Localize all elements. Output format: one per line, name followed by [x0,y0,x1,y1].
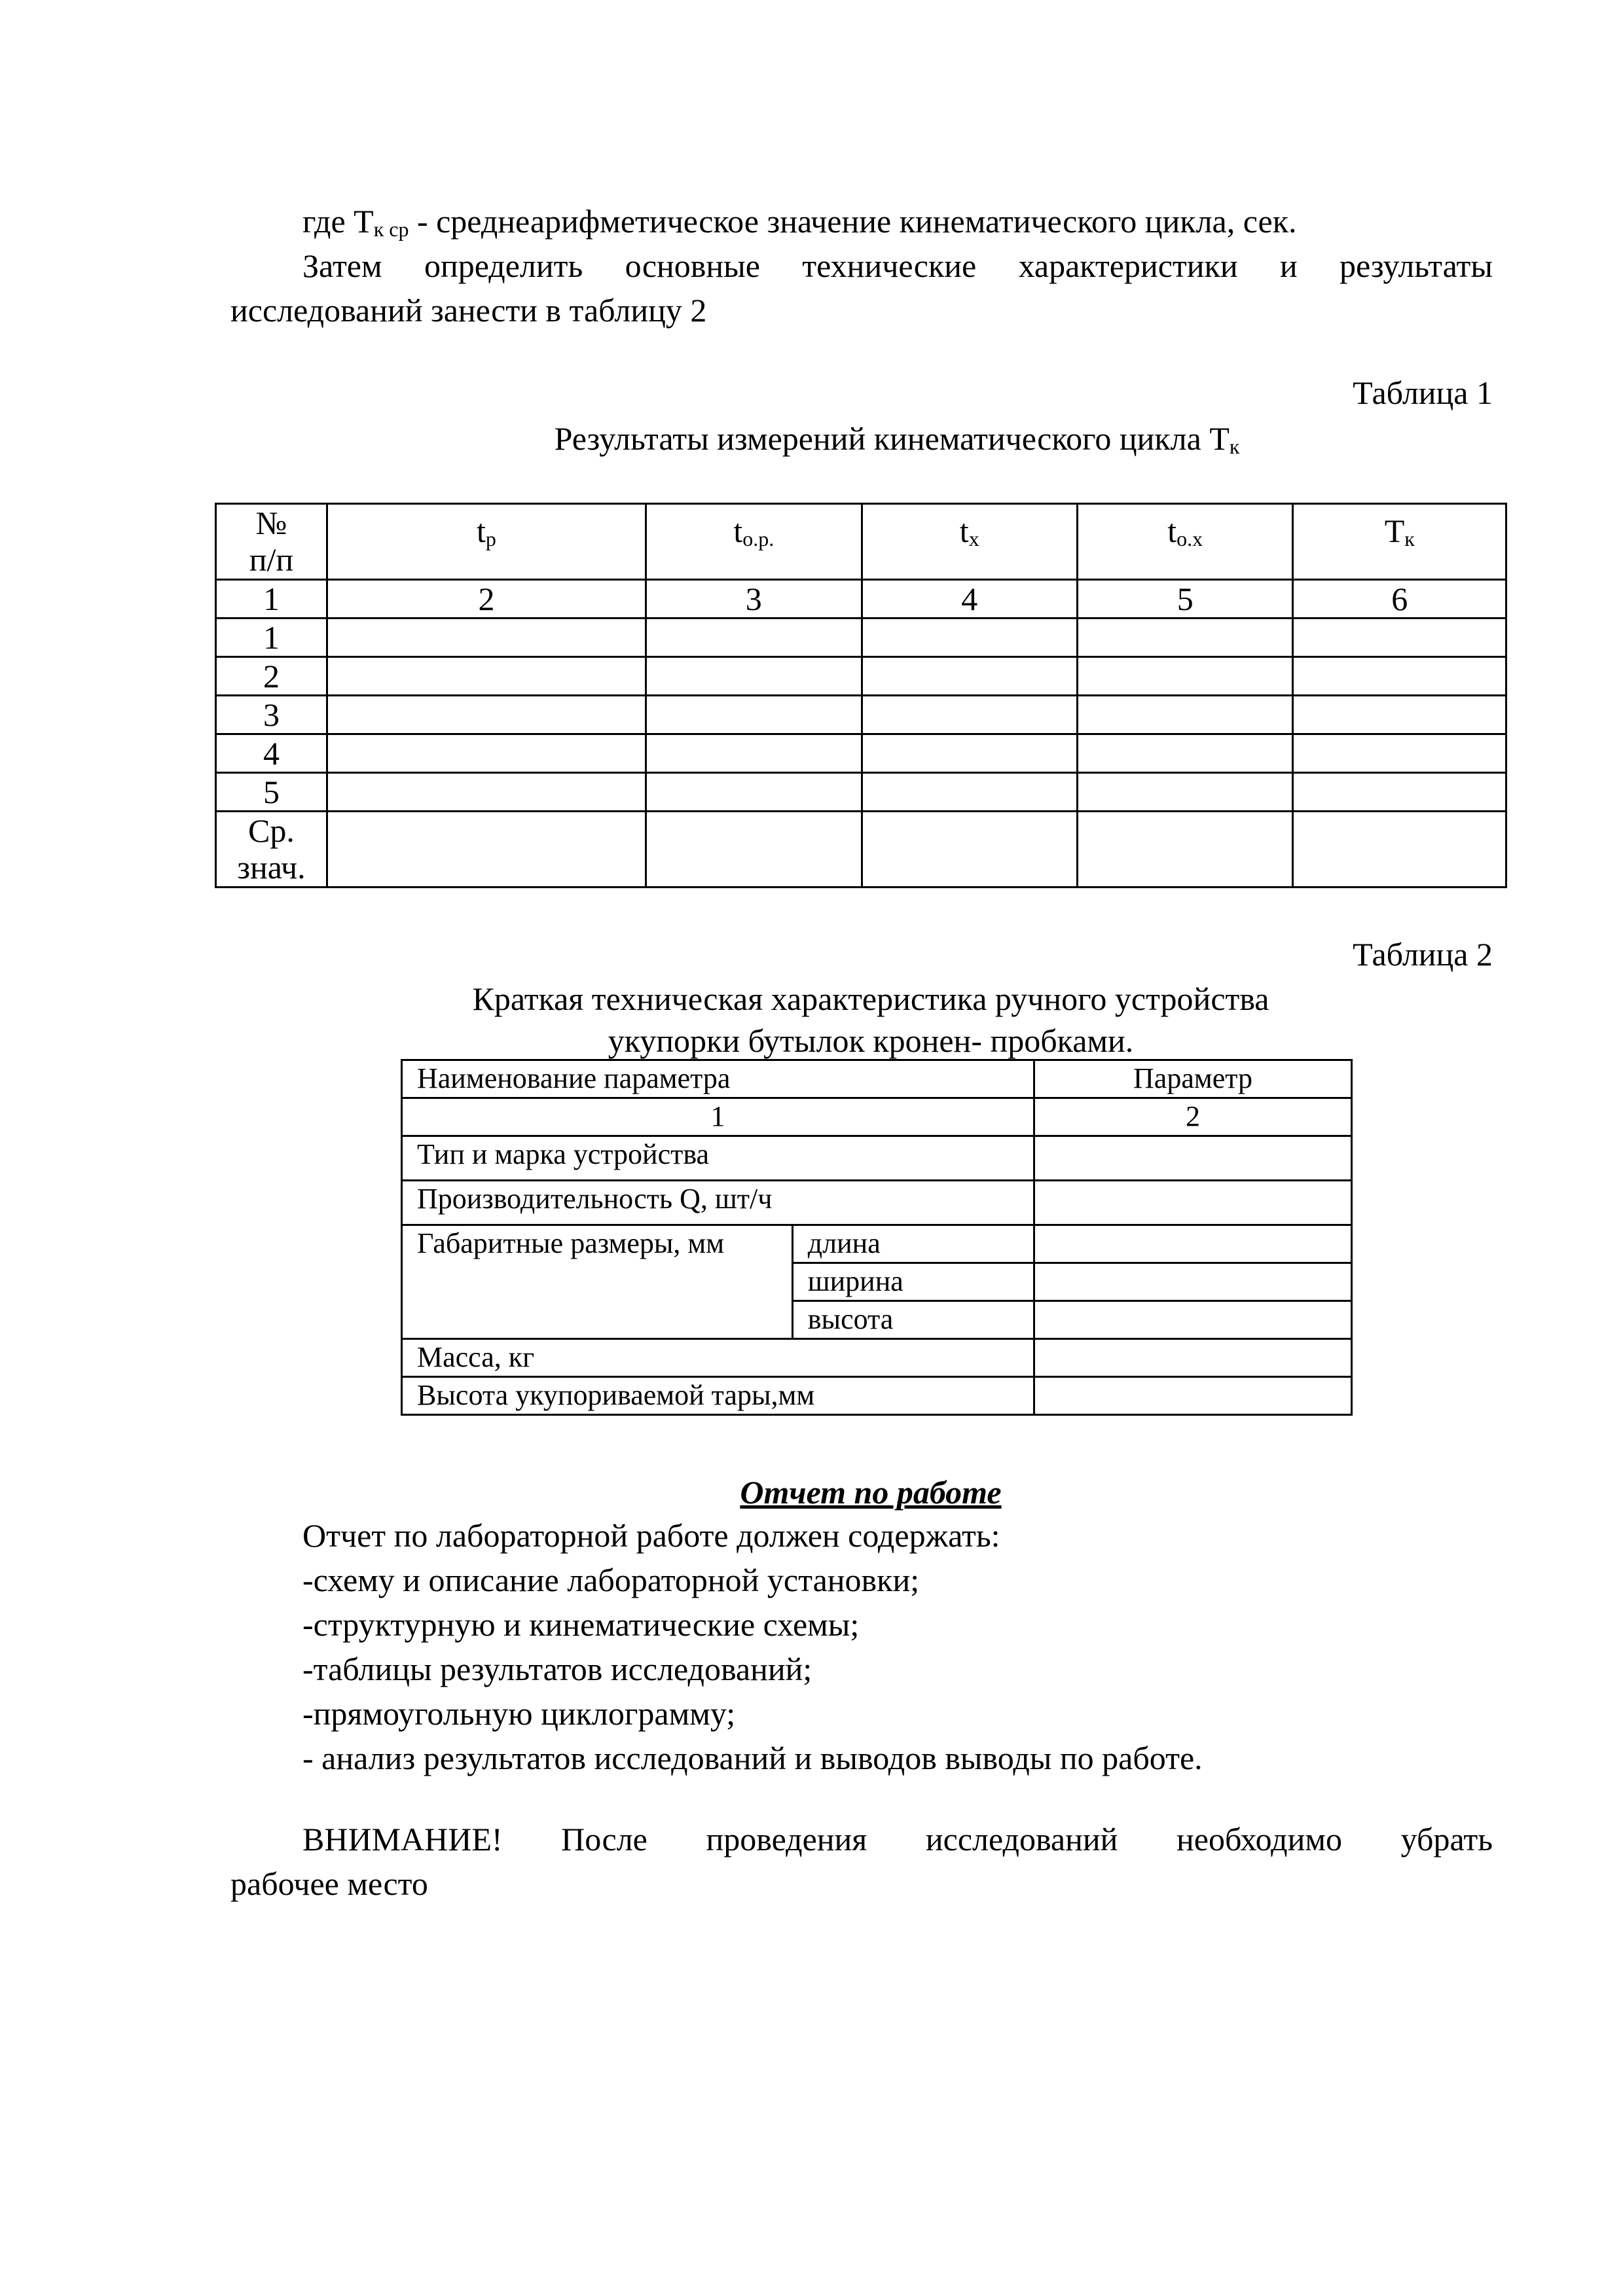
table1-header-tk: $T_к$ [1293,504,1506,580]
table-row [216,657,1506,696]
table1-cell [646,696,862,734]
table1-cell [1077,619,1292,657]
table2 [401,1059,1353,1416]
table2-dim-height: высота [792,1301,1034,1339]
report-item: -схему и описание лабораторной установки; [302,1562,920,1598]
table2-row-type: Тип и марка устройства [402,1136,1034,1181]
report-item: -структурную и кинематические схемы; [302,1606,860,1643]
table-row [402,1377,1352,1415]
table1-cell [646,773,862,812]
table2-value-cell [1034,1263,1352,1301]
table-row [216,734,1506,773]
table2-row-dimensions: Габаритные размеры, мм [402,1225,793,1339]
table1-header-tx: $t_х$ [862,504,1077,580]
table1-cell [327,657,646,696]
intro-line-1: где $T_{к ср}$ - среднеарифметическое значение кинематического цикла, сек. [302,203,1297,241]
table1-row-label: 3 [216,696,327,734]
table1-cell [1293,773,1506,812]
table2-value-cell [1034,1181,1352,1225]
table-row [216,619,1506,657]
table1-colnum: 3 [646,580,862,619]
table1-cell [862,657,1077,696]
table1-header-tor: $t_{о.р.}$ [646,504,862,580]
table1-cell [646,734,862,773]
table1-cell [1077,812,1292,888]
table1-cell [1077,773,1292,812]
table2-header-name: Наименование параметра [402,1060,1034,1098]
intro-line-2: Затем определить основные технические характеристики и результаты [302,247,1493,284]
table2-value-cell [1034,1339,1352,1377]
table2-row-productivity: Производительность Q, шт/ч [402,1181,1034,1225]
table1-cell [862,619,1077,657]
table2-header-param: Параметр [1034,1060,1352,1098]
warning-line-2: рабочее место [230,1865,428,1902]
table1-cell [862,696,1077,734]
table-row [402,1225,1352,1263]
report-heading: Отчет по работе [740,1474,1002,1511]
table1-row-label: 2 [216,657,327,696]
table2-row-mass: Масса, кг [402,1339,1034,1377]
table1-colnum: 1 [216,580,327,619]
report-item: - анализ результатов исследований и выводов выводы по работе. [302,1740,1203,1776]
table1-cell [646,619,862,657]
table1-row-label: 4 [216,734,327,773]
report-item: -таблицы результатов исследований; [302,1651,812,1687]
table-row [216,773,1506,812]
table1-cell [327,734,646,773]
table-row [216,696,1506,734]
table1-header-tp: $t_р$ [327,504,646,580]
table1-cell [646,657,862,696]
table-row [402,1136,1352,1181]
table1-cell [862,734,1077,773]
warning-line-1: ВНИМАНИЕ! После проведения исследований необходимо убрать [302,1821,1493,1857]
table1-colnum: 6 [1293,580,1506,619]
table2-value-cell [1034,1377,1352,1415]
table1-cell [1077,657,1292,696]
table2-title-line-1: Краткая техническая характеристика ручного устройства [472,980,1269,1017]
table1-cell [327,696,646,734]
table-row [216,812,1506,888]
table1-header-num: № п/п [216,504,327,580]
table1 [215,503,1507,888]
table2-row-height: Высота укупориваемой тары,мм [402,1377,1034,1415]
table-row [402,1181,1352,1225]
table1-cell [862,812,1077,888]
table2-value-cell [1034,1136,1352,1181]
report-intro: Отчет по лабораторной работе должен содержать: [302,1517,1000,1554]
table2-label: Таблица 2 [1353,936,1493,973]
intro-line-3: исследований занести в таблицу 2 [230,292,707,329]
table1-label: Таблица 1 [1353,374,1493,411]
table1-row-label: 1 [216,619,327,657]
table1-cell [327,812,646,888]
table2-title-line-2: укупорки бутылок кронен- пробками. [608,1022,1134,1059]
table1-cell [1293,734,1506,773]
table1-cell [1077,696,1292,734]
table1-cell [327,619,646,657]
table1-cell [1293,657,1506,696]
table1-cell [862,773,1077,812]
table1-cell [1293,696,1506,734]
table2-num-1: 1 [402,1098,1034,1136]
table1-cell [327,773,646,812]
table1-row-label: 5 [216,773,327,812]
table1-colnum: 4 [862,580,1077,619]
table1-avg-label: Ср. знач. [216,812,327,888]
report-item: -прямоугольную циклограмму; [302,1695,736,1732]
table1-colnum: 5 [1077,580,1292,619]
table1-cell [1077,734,1292,773]
table2-dim-width: ширина [792,1263,1034,1301]
table-row [402,1339,1352,1377]
table2-dim-length: длина [792,1225,1034,1263]
table2-num-2: 2 [1034,1098,1352,1136]
table1-title: Результаты измерений кинематического цикла $T_к$ [554,420,1240,458]
table1-cell [1293,812,1506,888]
table2-value-cell [1034,1301,1352,1339]
table1-cell [1293,619,1506,657]
table2-value-cell [1034,1225,1352,1263]
table1-header-tox: $t_{о.х}$ [1077,504,1292,580]
table1-colnum: 2 [327,580,646,619]
table1-cell [646,812,862,888]
